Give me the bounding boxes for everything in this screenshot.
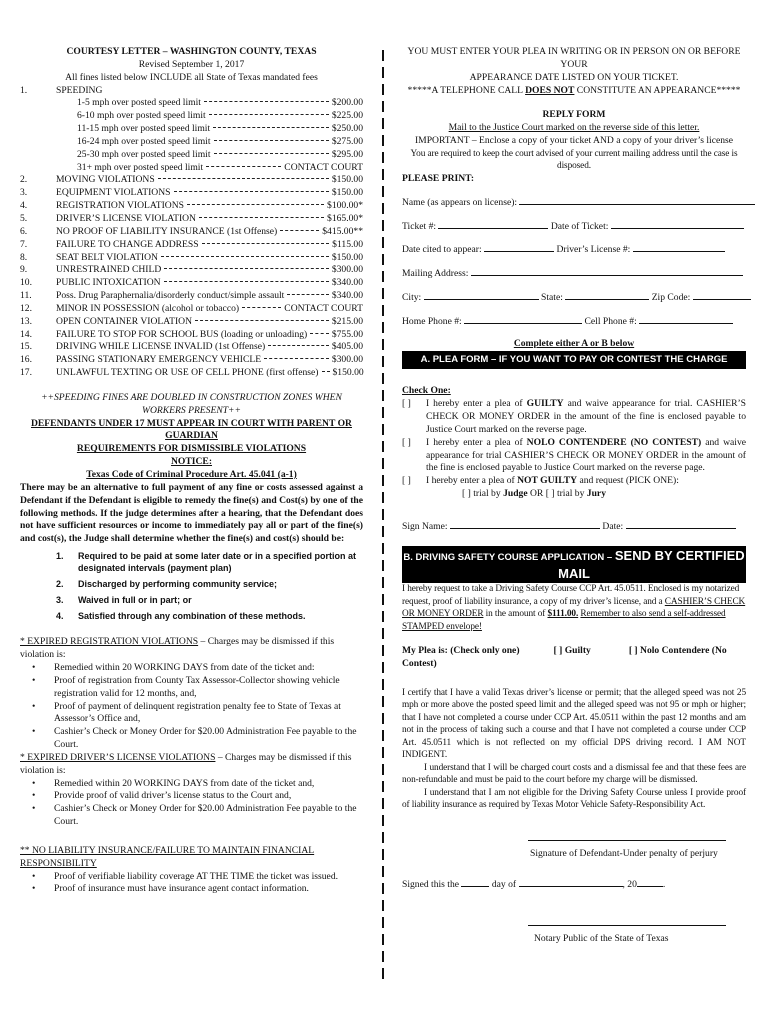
speeding-row [20, 110, 363, 123]
notary-signature[interactable] [402, 918, 746, 931]
fine-number: 12. [20, 302, 32, 314]
leader-dots [202, 243, 330, 244]
expired-license-list [20, 778, 363, 829]
construction-note: ++SPEEDING FINES ARE DOUBLED IN CONSTRUCTION ZONES WHEN WORKERS PRESENT++ [41, 391, 342, 416]
fine-amount: $340.00 [331, 290, 363, 302]
fine-amount: $405.00 [331, 341, 363, 353]
leader-dots [204, 101, 329, 102]
phone-field[interactable]: Home Phone #: Cell Phone #: [402, 314, 746, 329]
speeding-amount: $225.00 [331, 110, 363, 122]
fine-amount: $150.00 [331, 187, 363, 199]
notary-caption: Notary Public of the State of Texas [534, 932, 669, 944]
check-one-label: Check One: [402, 385, 451, 397]
method-number: 1. [56, 551, 64, 562]
fine-number: 2. [20, 174, 28, 186]
defendant-signature[interactable] [402, 833, 746, 846]
trial-choice[interactable]: [ ] trial by Judge OR [ ] trial by Jury [462, 488, 606, 500]
nolo-checkbox[interactable]: [ ] [402, 436, 411, 448]
bullet-item [20, 662, 363, 675]
nolo-option[interactable]: [ ] I hereby enter a plea of NOLO CONTENDERE (NO CONTEST) and waive appearance for trial CASHIER’S CHECK OR MONEY ORDER in the amount of the fine is enclosed payable to Justice Court marked on the reverse page. [402, 436, 746, 474]
address-note: You are required to keep the court advised of your current mailing address until the case is disposed. [410, 148, 738, 172]
leader-dots [206, 166, 281, 167]
bullet-item [20, 883, 363, 896]
city-state-zip-field[interactable]: City: State: Zip Code: [402, 290, 746, 305]
speeding-label: 16-24 mph over posted speed limit [77, 135, 211, 147]
bullet-item [20, 871, 363, 884]
speeding-amount: $295.00 [331, 148, 363, 160]
judge-checkbox[interactable]: [ ] [462, 488, 471, 500]
leader-dots [287, 294, 328, 295]
insurance-list [20, 871, 363, 897]
column-divider [382, 50, 384, 980]
section-b-banner: B. DRIVING SAFETY COURSE APPLICATION – SEND BY CERTIFIED MAIL [402, 546, 746, 584]
reply-form-column [402, 46, 746, 946]
notice-heading: NOTICE: [170, 456, 213, 468]
speeding-amount: $200.00 [331, 97, 363, 109]
certification-paragraph: I certify that I have a valid Texas driver’s license or permit; that the alleged speed was not 25 mph or more above the posted speed limit and the alleged speed was not 95 or mph or higher; that I have not completed a course under CCP Art. 45.0511 within the past 12 months and am not in the process of taking such a course and that I have not completed a course under CCP Art. 45.0511 which is not reflected on my official DPS driving record. I AM NOT INDIGENT. [402, 687, 746, 761]
fine-row [20, 252, 363, 265]
speeding-fines [20, 97, 363, 174]
bullet-text: Proof of insurance must have insurance agent contact information. [54, 883, 309, 895]
bullet-item [20, 726, 363, 752]
fine-number: 8. [20, 251, 28, 263]
bullet-icon: • [32, 726, 36, 738]
plea-notice-line-1: YOU MUST ENTER YOUR PLEA IN WRITING OR IN PERSON ON OR BEFORE YOUR [407, 46, 741, 70]
fine-amount: $150.00 [332, 367, 364, 379]
leader-dots [199, 217, 324, 218]
fine-label: UNLAWFUL TEXTING OR USE OF CELL PHONE (first offense) [56, 367, 319, 379]
fine-number: 17. [20, 367, 32, 379]
leader-dots [264, 358, 329, 359]
code-reference: Texas Code of Criminal Procedure Art. 45.041 (a-1) [86, 469, 297, 480]
bullet-text: Cashier’s Check or Money Order for $20.00 Administration Fee payable to the Court. [54, 726, 357, 751]
fine-row [20, 239, 363, 252]
fine-amount: $755.00 [331, 328, 363, 340]
fine-number: 4. [20, 200, 28, 212]
fine-number: 16. [20, 354, 32, 366]
fees-note: All fines listed below INCLUDE all State of Texas mandated fees [65, 71, 318, 83]
signature-caption: Signature of Defendant-Under penalty of perjury [530, 848, 718, 860]
fine-row [20, 354, 363, 367]
complete-either-note: Complete either A or B below [513, 337, 635, 349]
fine-row [20, 174, 363, 187]
speeding-label: 1-5 mph over posted speed limit [77, 97, 201, 109]
speeding-row [20, 123, 363, 136]
bullet-icon: • [32, 790, 36, 802]
leader-dots [242, 307, 281, 308]
speeding-row [20, 136, 363, 149]
mail-to-note: Mail to the Justice Court marked on the reverse side of this letter. [448, 122, 700, 134]
speeding-label: 25-30 mph over posted speed limit [77, 148, 211, 160]
method-number: 3. [56, 595, 64, 606]
speeding-amount: CONTACT COURT [284, 161, 363, 173]
method-text: Required to be paid at some later date or in a specified portion at designated intervals (payment plan) [78, 551, 357, 574]
bullet-text: Proof of verifiable liability coverage AT THE TIME the ticket was issued. [54, 870, 339, 882]
leader-dots [209, 114, 329, 115]
alternative-payment-paragraph: There may be an alternative to full payment of any fine or costs assessed against a Defendant if the Defendant is eligible to remedy the fine(s) and Cost(s) by one of the following methods. If the judge determines after a hearing, that the Defendant does not have sufficient resources or income to immediately pay all or part of the fine(s) and cost(s), the Judge shall determine whether the fine(s) and cost(s) should be: [20, 481, 363, 545]
bullet-text: Proof of registration from County Tax Assessor-Collector showing vehicle registration valid for 12 months, and, [54, 674, 340, 699]
leader-dots [322, 371, 330, 372]
left-column [20, 46, 363, 896]
bullet-icon: • [32, 674, 36, 686]
leader-dots [213, 127, 329, 128]
leader-dots [161, 256, 329, 257]
important-note: IMPORTANT – Enclose a copy of your ticket AND a copy of your driver’s license [414, 135, 734, 147]
fine-amount: CONTACT COURT [284, 302, 363, 314]
fine-label: DRIVER’S LICENSE VIOLATION [56, 212, 196, 224]
fine-label: FAILURE TO CHANGE ADDRESS [56, 238, 199, 250]
method-number: 2. [56, 579, 64, 590]
fine-label: DRIVING WHILE LICENSE INVALID (1st Offense) [56, 341, 266, 353]
leader-dots [164, 281, 329, 282]
bullet-text: Provide proof of valid driver’s license status to the Court and, [54, 790, 292, 802]
fine-number: 7. [20, 238, 28, 250]
jury-checkbox[interactable]: [ ] [545, 488, 555, 500]
leader-dots [214, 153, 329, 154]
not-guilty-checkbox[interactable]: [ ] [402, 475, 411, 487]
fine-amount: $300.00 [331, 354, 363, 366]
fine-row [20, 213, 363, 226]
fine-number: 9. [20, 264, 28, 276]
payment-methods-list [20, 550, 363, 622]
fine-label: Poss. Drug Paraphernalia/disorderly conduct/simple assault [56, 290, 285, 302]
nolo-plea-option[interactable]: [ ] Nolo Contendere (No Contest) [402, 645, 727, 670]
fine-row [20, 264, 363, 277]
mailing-address-field[interactable]: Mailing Address: [402, 266, 746, 281]
payment-method-item [56, 550, 363, 574]
speeding-label: 11-15 mph over posted speed limit [77, 123, 211, 135]
fine-row [20, 277, 363, 290]
guilty-checkbox[interactable]: [ ] [402, 398, 411, 410]
leader-dots [195, 320, 329, 321]
bullet-icon: • [32, 883, 36, 895]
revised-date: Revised September 1, 2017 [138, 58, 245, 70]
fine-number: 13. [20, 315, 32, 327]
driving-course-request: I hereby request to take a Driving Safety Course CCP Art. 45.0511. Enclosed is my notarized request, proof of liability insurance, a copy of my driver’s license, and a CASHIER’S CHECK OR MONEY ORDER in the amount of $111.00. Remember to also send a self-addressed STAMPED envelope! [402, 584, 746, 632]
fine-label: EQUIPMENT VIOLATIONS [56, 187, 171, 199]
bullet-icon: • [32, 661, 36, 673]
expired-license-heading: * EXPIRED DRIVER’S LICENSE VIOLATIONS – Charges may be dismissed if this violation is: [20, 751, 352, 776]
leader-dots [158, 178, 329, 179]
speeding-heading: 1. SPEEDING [20, 84, 103, 96]
bullet-item [20, 675, 363, 701]
fine-number: 15. [20, 341, 32, 353]
fine-schedule [20, 174, 363, 380]
bullet-item [20, 790, 363, 803]
fine-number: 5. [20, 212, 28, 224]
fine-number: 3. [20, 187, 28, 199]
fine-row [20, 226, 363, 239]
guilty-option[interactable]: [ ] I hereby enter a plea of GUILTY and waive appearance for trial. CASHIER’S CHECK OR MONEY ORDER in the amount of the fine is enclosed payable to Justice Court marked on the reverse page. [402, 398, 746, 435]
leader-dots [280, 230, 319, 231]
fine-row [20, 303, 363, 316]
leader-dots [164, 268, 329, 269]
leader-dots [214, 140, 329, 141]
fine-amount: $150.00 [331, 174, 363, 186]
fine-row [20, 187, 363, 200]
bullet-icon: • [32, 870, 36, 882]
insurance-heading: ** NO LIABILITY INSURANCE/FAILURE TO MAINTAIN FINANCIAL RESPONSIBILITY [20, 844, 315, 869]
leader-dots [310, 333, 329, 334]
bullet-item [20, 803, 363, 829]
not-guilty-option[interactable]: [ ] I hereby enter a plea of NOT GUILTY and request (PICK ONE): [402, 475, 679, 487]
signed-date-field[interactable]: Signed this the day of , 20 . [402, 879, 666, 891]
section-a-banner: A. PLEA FORM – IF YOU WANT TO PAY OR CONTEST THE CHARGE [402, 351, 746, 370]
defendants-notice: DEFENDANTS UNDER 17 MUST APPEAR IN COURT WITH PARENT OR GUARDIAN [30, 417, 352, 442]
requirements-heading: REQUIREMENTS FOR DISMISSIBLE VIOLATIONS [76, 443, 307, 455]
bullet-item [20, 701, 363, 727]
letter-title: COURTESY LETTER – WASHINGTON COUNTY, TEXAS [66, 46, 317, 57]
fine-amount: $115.00 [332, 238, 363, 250]
speeding-label: 6-10 mph over posted speed limit [77, 110, 206, 122]
fine-label: OPEN CONTAINER VIOLATION [56, 315, 193, 327]
fine-amount: $300.00 [331, 264, 363, 276]
speeding-amount: $275.00 [331, 135, 363, 147]
fine-label: UNRESTRAINED CHILD [56, 264, 162, 276]
fine-label: MOVING VIOLATIONS [56, 174, 155, 186]
leader-dots [187, 204, 324, 205]
expired-registration-list [20, 662, 363, 752]
fine-number: 10. [20, 277, 32, 289]
fine-label: MINOR IN POSSESSION (alcohol or tobacco) [56, 302, 240, 314]
fine-label: SEAT BELT VIOLATION [56, 251, 158, 263]
speeding-amount: $250.00 [331, 123, 363, 135]
payment-method-item [56, 594, 363, 606]
expired-registration-heading: * EXPIRED REGISTRATION VIOLATIONS – Charges may be dismissed if this violation is: [20, 636, 335, 661]
fine-amount: $215.00 [331, 315, 363, 327]
bullet-icon: • [32, 777, 36, 789]
fine-number: 14. [20, 328, 32, 340]
bullet-text: Remedied within 20 WORKING DAYS from date of the ticket and, [54, 777, 315, 789]
method-number: 4. [56, 611, 64, 622]
fine-row [20, 290, 363, 303]
fine-label: PASSING STATIONARY EMERGENCY VEHICLE [56, 354, 262, 366]
method-text: Discharged by performing community service; [78, 579, 278, 590]
payment-method-item [56, 610, 363, 622]
fine-amount: $165.00* [327, 212, 363, 224]
fees-understanding: I understand that I will be charged court costs and a dismissal fee and that these fees are non-refundable and must be paid to the court before my charge will be dismissed. [402, 762, 746, 786]
fine-row [20, 341, 363, 354]
fine-label: FAILURE TO STOP FOR SCHOOL BUS (loading or unloading) [56, 328, 308, 340]
fine-row [20, 316, 363, 329]
speeding-row [20, 162, 363, 175]
bullet-icon: • [32, 700, 36, 712]
payment-method-item [56, 578, 363, 590]
name-field[interactable]: Name (as appears on license): [402, 195, 746, 210]
plea-notice-line-2: APPEARANCE DATE LISTED ON YOUR TICKET. [469, 71, 679, 83]
bullet-item [20, 778, 363, 791]
date-cited-field[interactable]: Date cited to appear: Driver’s License #: [402, 242, 746, 257]
fine-amount: $150.00 [331, 251, 363, 263]
fine-amount: $340.00 [331, 277, 363, 289]
fine-label: NO PROOF OF LIABILITY INSURANCE (1st Offense) [56, 225, 278, 237]
my-plea-row[interactable]: My Plea is: (Check only one) [ ] Guilty [ ] Nolo Contendere (No Contest) [402, 645, 727, 670]
fine-number: 11. [20, 290, 32, 302]
bullet-text: Proof of payment of delinquent registration penalty fee to State of Texas at Assessor’s Office and, [54, 700, 341, 725]
leader-dots [268, 345, 329, 346]
insurance-understanding: I understand that I am not eligible for the Driving Safety Course unless I provide proof of liability insurance as required by Texas Motor Vehicle Safety-Responsibility Act. [402, 787, 746, 810]
bullet-text: Remedied within 20 WORKING DAYS from date of the ticket and: [54, 661, 315, 673]
fine-label: PUBLIC INTOXICATION [56, 277, 161, 289]
speeding-row [20, 97, 363, 110]
fine-amount: $415.00** [322, 225, 363, 237]
bullet-text: Cashier’s Check or Money Order for $20.00 Administration Fee payable to the Court. [54, 803, 357, 828]
telephone-notice: *****A TELEPHONE CALL DOES NOT CONSTITUTE AN APPEARANCE***** [407, 84, 741, 96]
please-print: PLEASE PRINT: [402, 172, 475, 184]
sign-name-field[interactable]: Sign Name: Date: [402, 519, 746, 534]
bullet-icon: • [32, 803, 36, 815]
ticket-field[interactable]: Ticket #: Date of Ticket: [402, 219, 746, 234]
leader-dots [174, 191, 329, 192]
speeding-row [20, 149, 363, 162]
fine-row [20, 367, 363, 380]
speeding-label: 31+ mph over posted speed limit [77, 161, 204, 173]
fine-amount: $100.00* [327, 200, 363, 212]
fine-label: REGISTRATION VIOLATIONS [56, 200, 185, 212]
fine-row [20, 200, 363, 213]
fine-row [20, 329, 363, 342]
method-text: Waived in full or in part; or [78, 595, 192, 606]
guilty-plea-option[interactable]: [ ] Guilty [553, 645, 591, 657]
method-text: Satisfied through any combination of these methods. [78, 611, 306, 622]
fine-number: 6. [20, 225, 28, 237]
reply-form-title: REPLY FORM [542, 109, 606, 121]
